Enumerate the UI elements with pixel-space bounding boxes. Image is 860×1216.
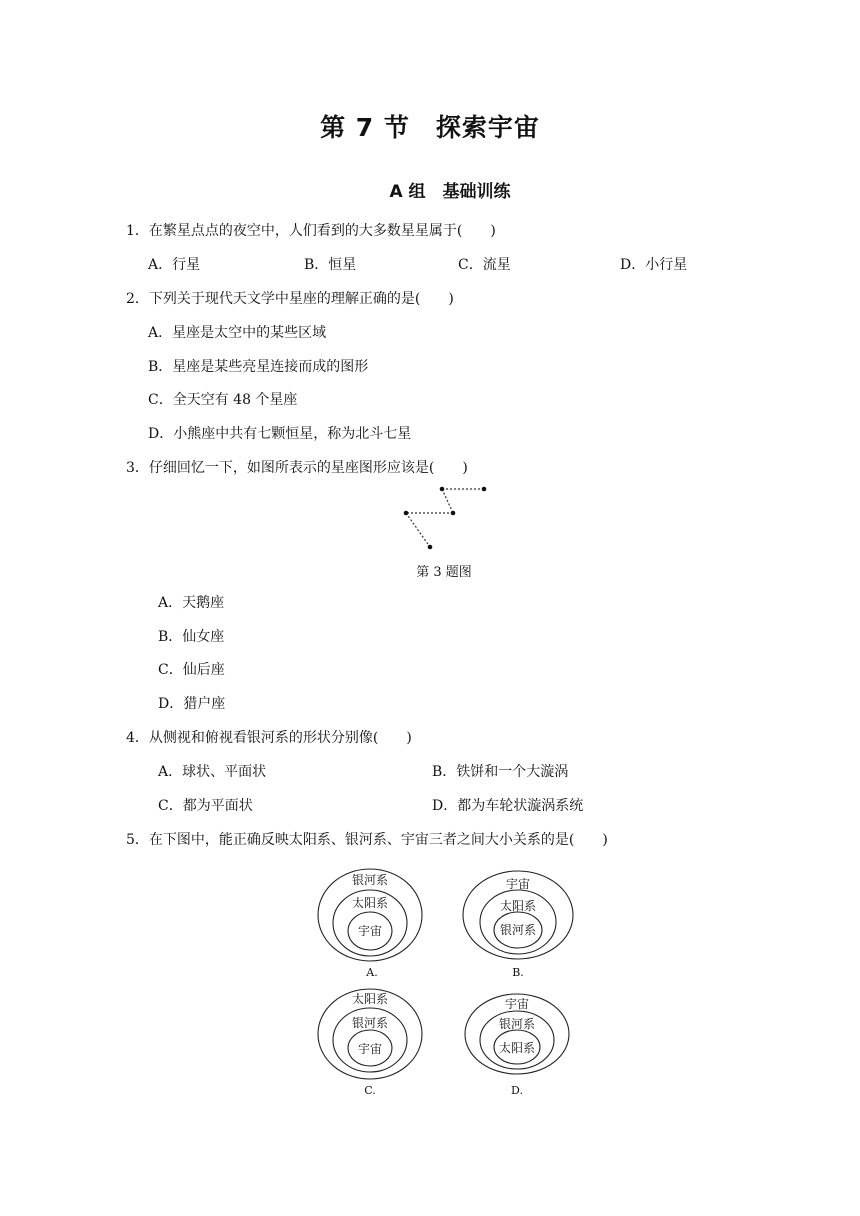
question-3-option-d: D．猎户座 xyxy=(158,696,226,712)
question-4-option-a: A．球状、平面状 xyxy=(158,764,267,780)
question-4-stem: 4．从侧视和俯视看银河系的形状分别像( ) xyxy=(126,730,412,746)
star-point xyxy=(451,511,456,516)
question-4-option-c: C．都为平面状 xyxy=(158,798,253,814)
figure-3-caption: 第 3 题图 xyxy=(416,565,472,580)
constellation-figure xyxy=(398,482,492,554)
question-2-option-d: D．小熊座中共有七颗恒星，称为北斗七星 xyxy=(148,426,412,442)
question-1-option-a: A．行星 xyxy=(148,257,201,273)
question-5-stem: 5．在下图中，能正确反映太阳系、银河系、宇宙三者之间大小关系的是( ) xyxy=(126,832,608,848)
question-2-stem: 2．下列关于现代天文学中星座的理解正确的是( ) xyxy=(126,291,454,307)
diagram-d-outer: 宇宙 xyxy=(504,997,530,1011)
star-point xyxy=(404,511,409,516)
question-1-option-c: C．流星 xyxy=(458,257,511,273)
question-2-option-a: A．星座是太空中的某些区域 xyxy=(148,325,327,341)
question-1-option-d: D．小行星 xyxy=(620,257,688,273)
diagram-d-middle: 银河系 xyxy=(498,1017,536,1031)
question-3-option-b: B．仙女座 xyxy=(158,629,225,645)
diagram-a-outer: 银河系 xyxy=(351,873,389,887)
question-3-option-c: C．仙后座 xyxy=(158,662,225,678)
nested-circles-diagram xyxy=(300,860,600,1105)
question-2-option-b: B．星座是某些亮星连接而成的图形 xyxy=(148,359,369,375)
star-point xyxy=(440,487,445,492)
star-point xyxy=(482,487,487,492)
diagram-d-label: D. xyxy=(511,1084,523,1097)
diagram-b-middle: 太阳系 xyxy=(499,899,537,913)
star-point xyxy=(428,545,433,550)
diagram-b-inner: 银河系 xyxy=(499,923,537,937)
diagram-a-label: A. xyxy=(366,966,378,979)
diagram-a-middle: 太阳系 xyxy=(351,896,389,910)
question-1-option-b: B．恒星 xyxy=(304,257,357,273)
diagram-c-outer: 太阳系 xyxy=(351,992,389,1006)
diagram-b-outer: 宇宙 xyxy=(505,877,531,891)
question-4-option-b: B．铁饼和一个大漩涡 xyxy=(432,764,569,780)
page-title: 第 7 节 探索宇宙 xyxy=(320,113,540,142)
diagram-d-inner: 太阳系 xyxy=(498,1041,536,1055)
question-2-option-c: C．全天空有 48 个星座 xyxy=(148,392,298,408)
diagram-a-inner: 宇宙 xyxy=(357,924,383,938)
section-subtitle: A 组 基础训练 xyxy=(389,182,511,202)
question-3-option-a: A．天鹅座 xyxy=(158,595,225,611)
diagram-c-inner: 宇宙 xyxy=(357,1042,383,1056)
question-1-stem: 1．在繁星点点的夜空中，人们看到的大多数星星属于( ) xyxy=(126,223,496,239)
question-4-option-d: D．都为车轮状漩涡系统 xyxy=(432,798,584,814)
diagram-c-middle: 银河系 xyxy=(351,1016,389,1030)
diagram-b-label: B. xyxy=(512,966,524,979)
question-3-stem: 3．仔细回忆一下，如图所表示的星座图形应该是( ) xyxy=(126,460,468,476)
diagram-c-label: C. xyxy=(364,1084,376,1097)
